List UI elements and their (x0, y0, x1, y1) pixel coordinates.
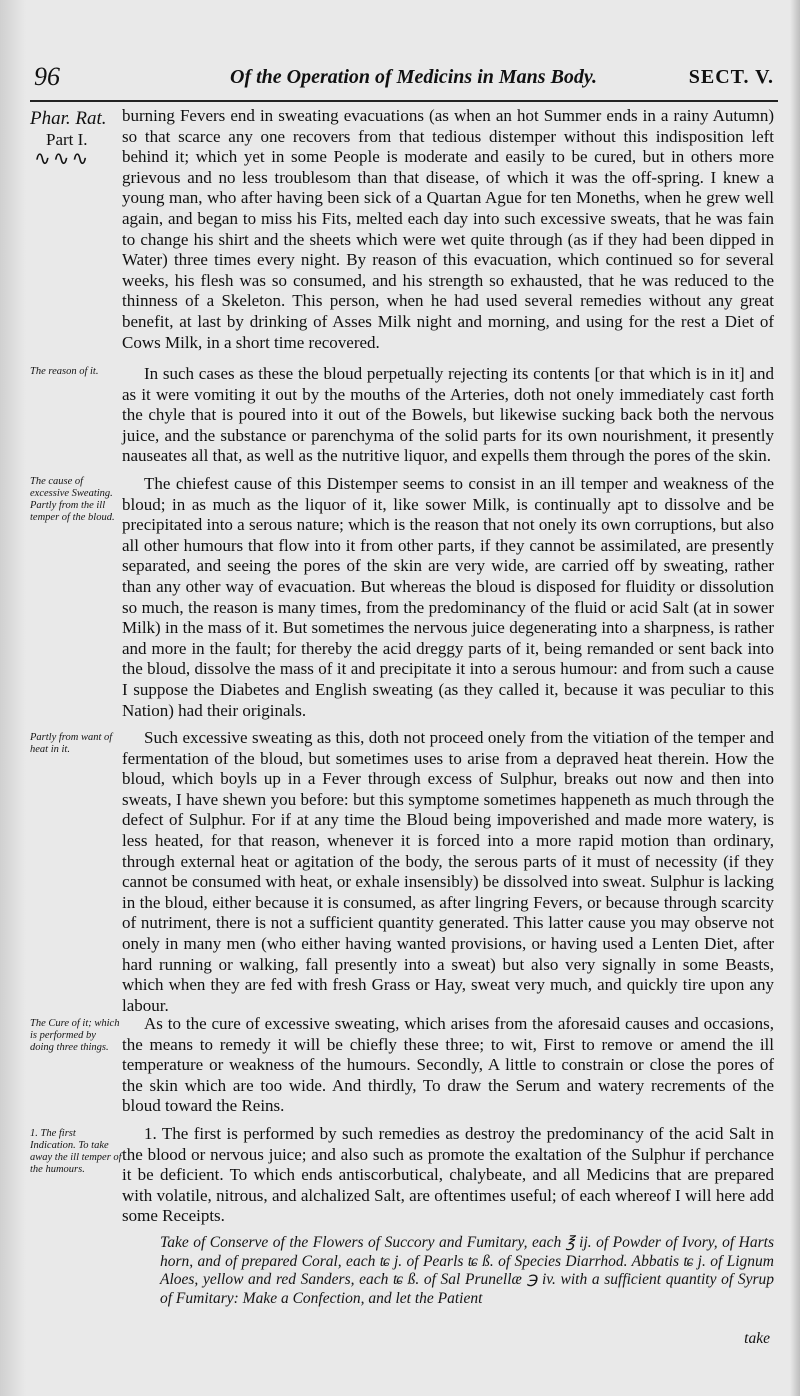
side-note-cure: The Cure of it; which is performed by doing three things. (30, 1018, 120, 1053)
paragraph-text: In such cases as these the bloud perpetually rejecting its contents [or that which is in it] and as it were vomiting it out by the mouths of the Arteries, doth not onely immediately cast forth the chyle that is poured into it out of the Bowels, but likewise sucking back both the nervous juice, and the substance or parenchyma of the solid parts for its own nourishment, it presently nauseates all that, as well as the nutritive liquor, and expells them through the pores of the skin. (122, 364, 774, 466)
margin-heading-line1: Phar. Rat. (30, 108, 107, 129)
paragraph-1 (122, 106, 774, 353)
paragraph-text: The chiefest cause of this Distemper seems to consist in an ill temper and weakness of the bloud; in as much as the liquor of it, like sower Milk, is continually apt to dissolve and be precipitated into a serous nature; which is the reason that not onely its own corruptions, but also all other humours that flow into it from other parts, if they cannot be assimilated, are presently separated, and seeing the pores of the skin are very wide, are carried off by sweating, rather than any other way of evacuation. But whereas the bloud is disposed for fluidity or dissolution so much, the reason is many times, from the predominancy of the fluid or acid Salt (at in sower Milk) in the mass of it. But sometimes the nervous juice degenerating into a sharpness, is rather and more in the fault; for thereby the acid dreggy parts of it, being remanded or sent back into the bloud, dissolve the mass of it and precipitate it into a serous humour: and from such a cause I suppose the Diabetes and English sweating (as they called it, because it was peculiar to this Nation) had their originals. (122, 474, 774, 720)
paragraph-text: 1. The first is performed by such remedies as destroy the predominancy of the acid Salt in the blood or nervous juice; and also such as promote the exaltation of the Sulphur if perchance it be deficient. To which ends antiscorbutical, chalybeate, and all Medicins that are prepared with volatile, nitrous, and alchalized Salt, are oftentimes useful; of each whereof I will here add some Receipts. (122, 1124, 774, 1226)
recipe-text: Take of Conserve of the Flowers of Succory and Fumitary, each ℥ ij. of Powder of Ivory, of Harts horn, and of prepared Coral, each ʨ j. of Pearls ʨ ß. of Species Diarrhod. Abbatis ʨ j. of Lignum Aloes, yellow and red Sanders, each ʨ ß. of Sal Prunellæ ℈ iv. with a sufficient quantity of Syrup of Fumitary: Make a Confection, and let the Patient (160, 1234, 774, 1307)
page-header (30, 60, 778, 102)
margin-heading (30, 108, 130, 168)
paragraph-6 (122, 1124, 774, 1227)
margin-heading-line2: Part I. (46, 130, 88, 149)
paragraph-5 (122, 1014, 774, 1117)
side-note-want-heat: Partly from want of heat in it. (30, 732, 113, 755)
side-note-first-indication: 1. The first Indication. To take away the ill temper of the humours. (30, 1128, 122, 1175)
paragraph-3 (122, 474, 774, 721)
page-number: 96 (34, 62, 60, 91)
running-title: Of the Operation of Medicins in Mans Body. (230, 66, 598, 88)
paragraph-text: burning Fevers end in sweating evacuations (as when an hot Summer ends in a rainy Autumn) so that scarce any one recovers from that tedious distemper without this indisposition left behind it; which yet in some People is moderate and easily to be cured, but in others more grievous and no less troublesom than that disease, of which it was the off-spring. I knew a young man, who after having been sick of a Quartan Ague for ten Moneths, when he grew well again, and began to miss his Fits, melted each day into such excessive sweats, that he was fain to change his shirt and the sheets which were wet quite through (as if they had been dipped in Water) three times every night. By reason of this evacuation, which continued so for several weeks, his flesh was so consumed, and his strength so exhausted, that he was reduced to the thinness of a Skeleton. This person, when he had used several remedies without any great benefit, at last by drinking of Asses Milk night and morning, and using for the rest a Diet of Cows Milk, in a short time recovered. (122, 106, 774, 352)
paragraph-2 (122, 364, 774, 467)
side-note-reason: The reason of it. (30, 366, 99, 377)
ornament-icon: ∿∿∿ (34, 148, 91, 170)
side-note-cause: The cause of excessive Sweating. Partly from the ill temper of the bloud. (30, 476, 115, 523)
catchword: take (744, 1330, 770, 1347)
paragraph-4 (122, 728, 774, 1016)
page-gutter-shadow (0, 0, 26, 1396)
section-label: SECT. V. (688, 66, 774, 88)
page-edge-shadow (790, 0, 800, 1396)
paragraph-text: Such excessive sweating as this, doth not proceed onely from the vitiation of the temper and fermentation of the bloud, but sometimes uses to arise from a depraved heat therein. How the bloud, which boyls up in a Fever through excess of Sulphur, breaks out now and then into sweats, I have shewn you before: but this symptome sometimes happeneth as much through the defect of Sulphur. For if at any time the Bloud being impoverished and made more watery, is less heated, for that reason, whenever it is forced into a more rapid motion than ordinary, through external heat or agitation of the body, the serous parts of it must of necessity (if they cannot be consumed with heat, or exhale insensibly) be dissolved into sweat. Sulphur is lacking in the bloud, either because it is consumed, as after lingring Fevers, or because through scarcity of nutriment, there is not a sufficient quantity generated. This latter cause you may observe not onely in many men (who either having wanted provisions, or having used a Lenten Diet, after hard running or walking, fall presently into a sweat) but also very signally in some Beasts, which when they are fed with fresh Grass or Hay, sweat very much, and quickly tire upon any labour. (122, 728, 774, 1015)
paragraph-text: As to the cure of excessive sweating, which arises from the aforesaid causes and occasions, the means to remedy it will be chiefly these three; to wit, First to remove or amend the ill temperature or weakness of the humours. Secondly, A little to constrain or close the pores of the skin which are too wide. And thirdly, To draw the Serum and watery recrements of the bloud toward the Reins. (122, 1014, 774, 1116)
